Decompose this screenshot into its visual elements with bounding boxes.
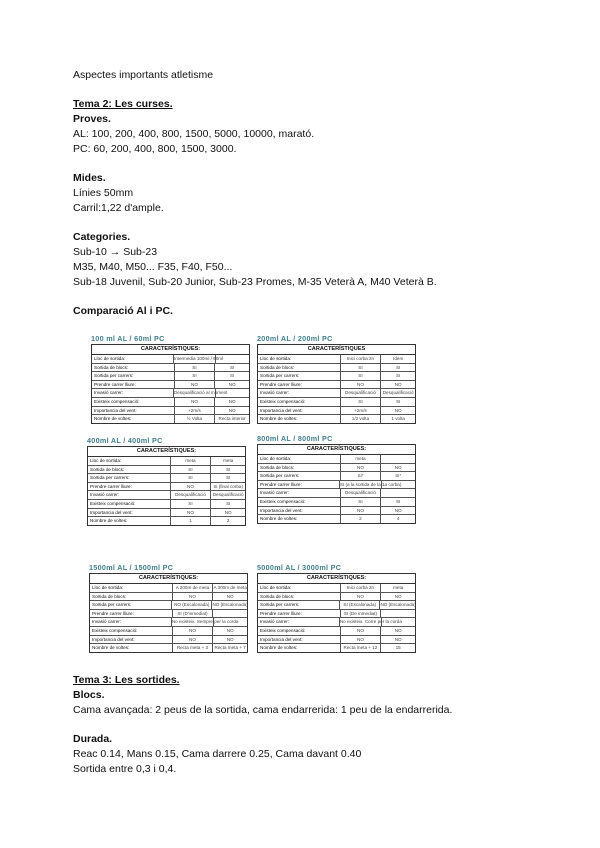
proves-al: AL: 100, 200, 400, 800, 1500, 5000, 10000, marató. bbox=[73, 128, 315, 140]
row-label: Invasió carrer: bbox=[258, 489, 341, 497]
row-label: Sortida de blocs: bbox=[258, 464, 341, 472]
row-label: Existeix compensació: bbox=[258, 398, 341, 406]
panel-title: 100 ml AL / 60ml PC bbox=[91, 334, 165, 343]
table-row bbox=[258, 627, 415, 636]
row-value: NO bbox=[171, 509, 212, 517]
row-value: No existeix. Corre per la corda bbox=[339, 619, 402, 625]
row-value: SI bbox=[396, 398, 401, 404]
row-value bbox=[216, 389, 249, 397]
row-value: SI bbox=[175, 372, 216, 380]
row-value: Inici corba 2n bbox=[341, 355, 382, 363]
row-label: Prendre carrer lliure: bbox=[258, 610, 341, 618]
row-label: Sortida de blocs: bbox=[92, 364, 175, 372]
row-label: Nombre de voltes: bbox=[92, 415, 175, 423]
row-label: Sortida de blocs: bbox=[258, 364, 341, 372]
table-row bbox=[92, 407, 249, 416]
row-value: 4 bbox=[396, 516, 400, 522]
row-label: Lloc de sortida: bbox=[258, 355, 341, 363]
table-row bbox=[258, 498, 415, 507]
table-row bbox=[258, 610, 415, 619]
row-value: SI (Escalonada) bbox=[340, 601, 380, 609]
table-row bbox=[92, 364, 249, 373]
table-row bbox=[88, 474, 245, 483]
table-row bbox=[90, 584, 247, 593]
row-value: SI bbox=[226, 475, 231, 481]
row-value: Desqualificació bbox=[382, 390, 414, 396]
table-row bbox=[258, 407, 415, 416]
table-row bbox=[90, 627, 247, 636]
table-row bbox=[258, 481, 415, 490]
row-value: 1 bbox=[171, 517, 212, 525]
table-row bbox=[88, 466, 245, 475]
row-value: SI (D'inmediat) bbox=[173, 610, 214, 618]
categories-line-3: Sub-18 Juvenil, Sub-20 Junior, Sub-23 Promes, M-35 Veterà A, M40 Veterà B. bbox=[73, 276, 437, 288]
table-row bbox=[92, 389, 249, 398]
row-label: Importancia del vent: bbox=[258, 636, 341, 644]
row-value: NO bbox=[171, 483, 212, 491]
table-header: CARACTERÍSTIQUES: bbox=[258, 574, 415, 584]
row-value: SI bbox=[171, 466, 212, 474]
row-label: Existeix compensació: bbox=[88, 500, 171, 508]
durada-line-2: Sortida entre 0,3 i 0,4. bbox=[73, 763, 177, 775]
panel-1500 bbox=[89, 562, 248, 653]
characteristics-table bbox=[87, 446, 246, 526]
table-row bbox=[92, 398, 249, 407]
row-label: Prendre carrer lliure: bbox=[90, 610, 173, 618]
row-value: NO bbox=[228, 398, 236, 404]
table-row bbox=[88, 509, 245, 518]
row-label: Invasió carrer: bbox=[90, 618, 172, 626]
row-label: Nombre de voltes: bbox=[258, 644, 341, 652]
document-body-tema3 bbox=[73, 673, 553, 777]
row-value: Recta meta + 3 bbox=[173, 644, 214, 652]
panel-400 bbox=[87, 435, 246, 526]
row-label: Prendre carrer lliure: bbox=[258, 381, 341, 389]
row-value: NO bbox=[175, 381, 216, 389]
row-value: 2 bbox=[341, 515, 382, 523]
row-value: SI bbox=[171, 474, 212, 482]
row-value: +2m/s bbox=[341, 407, 382, 415]
row-label: Existeix compensació: bbox=[258, 627, 341, 635]
row-value: +2m/s bbox=[175, 407, 216, 415]
row-value bbox=[381, 489, 415, 497]
durada-heading: Durada. bbox=[73, 733, 113, 745]
row-label: Nombre de voltes: bbox=[258, 515, 341, 523]
row-value: 1/2 volta bbox=[341, 415, 382, 423]
row-label: Prendre carrer lliure: bbox=[88, 483, 171, 491]
row-value: SI bbox=[396, 373, 401, 379]
table-row bbox=[258, 618, 415, 627]
row-value: SI bbox=[341, 364, 382, 372]
row-value: Desqualificació al moment bbox=[173, 390, 228, 396]
row-value: Si* bbox=[395, 473, 402, 479]
table-row bbox=[258, 593, 415, 602]
row-value: meta bbox=[223, 458, 234, 463]
table-row bbox=[258, 355, 415, 364]
row-value: Si (final corba) bbox=[213, 483, 243, 489]
table-row bbox=[92, 372, 249, 381]
mides-heading: Mides. bbox=[73, 172, 106, 184]
table-header: CARACTERÍSTIQUES: bbox=[258, 445, 415, 455]
row-value: NO (Escalonada) bbox=[212, 602, 248, 608]
row-value: Idem bbox=[393, 356, 404, 361]
row-label: Importancia del vent: bbox=[92, 407, 175, 415]
table-row bbox=[90, 610, 247, 619]
table-row bbox=[258, 372, 415, 381]
row-value: SI bbox=[341, 498, 382, 506]
row-value: 15 bbox=[395, 645, 401, 651]
table-row bbox=[258, 507, 415, 516]
table-row bbox=[90, 618, 247, 627]
document-title: Aspectes importants atletisme bbox=[73, 69, 214, 81]
row-value: NO (Escalonada) bbox=[172, 601, 212, 609]
comparacio-heading: Comparació Al i PC. bbox=[73, 305, 173, 317]
row-value: 2 bbox=[226, 518, 230, 524]
panel-title: 1500ml AL / 1500ml PC bbox=[89, 563, 174, 572]
table-row bbox=[88, 517, 245, 525]
row-label: Prendre carrer lliure: bbox=[258, 481, 340, 489]
row-value: NO bbox=[394, 593, 402, 599]
row-label: Sortida per carrers: bbox=[92, 372, 175, 380]
proves-heading: Proves. bbox=[73, 113, 111, 125]
row-label: Sortida per carrers: bbox=[258, 472, 341, 480]
row-value: SI bbox=[341, 372, 382, 380]
row-value: Desqualificació bbox=[341, 489, 382, 497]
row-value bbox=[381, 455, 415, 463]
table-row bbox=[90, 644, 247, 652]
table-row bbox=[258, 644, 415, 652]
row-value: SI (a la sortida de la 1a corba) bbox=[339, 481, 402, 487]
table-row bbox=[258, 489, 415, 498]
row-value: NO bbox=[228, 407, 236, 413]
characteristics-table bbox=[257, 344, 416, 424]
table-row bbox=[258, 464, 415, 473]
table-header: CARACTERÍSTIQUES bbox=[258, 345, 415, 355]
row-value: No existeix. Sempre per la corda bbox=[171, 619, 239, 625]
characteristics-table bbox=[257, 573, 416, 653]
row-label: Existeix compensació: bbox=[90, 627, 173, 635]
row-value: SI bbox=[226, 500, 231, 506]
table-row bbox=[258, 584, 415, 593]
characteristics-table bbox=[257, 444, 416, 524]
table-header: CARACTERÍSTIQUES: bbox=[90, 574, 247, 584]
table-row bbox=[92, 355, 249, 364]
row-value: NO bbox=[173, 593, 214, 601]
row-value: NO bbox=[341, 627, 382, 635]
row-value: Inici corba 2n bbox=[341, 584, 382, 592]
row-value: Intermedia 100ml / 60ml bbox=[173, 356, 224, 361]
row-value: SI bbox=[226, 466, 231, 472]
table-row bbox=[88, 457, 245, 466]
row-value: NO bbox=[394, 407, 402, 413]
table-row bbox=[258, 398, 415, 407]
row-value: Recta meta + 7 bbox=[214, 645, 246, 651]
row-label: Invasió carrer: bbox=[258, 618, 340, 626]
row-label: Nombre de voltes: bbox=[258, 415, 341, 423]
row-label: Invasió carrer: bbox=[88, 491, 171, 499]
row-value bbox=[382, 481, 415, 489]
row-value: NO bbox=[224, 509, 232, 515]
row-value: Si* bbox=[341, 472, 382, 480]
row-value: SI bbox=[171, 500, 212, 508]
panel-100 bbox=[91, 333, 250, 424]
row-value: A 300m de meta bbox=[213, 585, 247, 590]
row-value: Desqualificació bbox=[171, 491, 212, 499]
table-row bbox=[88, 500, 245, 509]
categories-line-2: M35, M40, M50... F35, F40, F50... bbox=[73, 261, 233, 273]
tema3-heading: Tema 3: Les sortides. bbox=[73, 674, 180, 686]
row-value: meta bbox=[171, 457, 212, 465]
row-label: Prendre carrer lliure: bbox=[92, 381, 175, 389]
row-value: NO (Escalonada) bbox=[380, 602, 416, 608]
table-header: CARACTERÍSTIQUES: bbox=[88, 447, 245, 457]
characteristics-table bbox=[91, 344, 250, 424]
row-label: Sortida per carrers: bbox=[88, 474, 171, 482]
table-row bbox=[258, 389, 415, 398]
table-row bbox=[258, 381, 415, 390]
row-value: SI bbox=[396, 498, 401, 504]
table-row bbox=[258, 515, 415, 523]
row-label: Invasió carrer: bbox=[92, 389, 174, 397]
mides-linies: Línies 50mm bbox=[73, 187, 134, 199]
row-value: Recta interior bbox=[218, 416, 246, 422]
row-value: NO bbox=[341, 507, 382, 515]
row-label: Importancia del vent: bbox=[90, 636, 173, 644]
row-label: Invasió carrer: bbox=[258, 389, 341, 397]
table-header: CARACTERÍSTIQUES: bbox=[92, 345, 249, 355]
row-value: Recta meta + 12 bbox=[341, 644, 382, 652]
row-value: NO bbox=[394, 627, 402, 633]
table-row bbox=[258, 455, 415, 464]
row-value: NO bbox=[226, 627, 234, 633]
row-label: Lloc de sortida: bbox=[258, 455, 341, 463]
row-label: Sortida per carrers: bbox=[258, 372, 341, 380]
row-label: Importancia del vent: bbox=[258, 407, 341, 415]
row-value bbox=[214, 618, 247, 626]
row-value: NO bbox=[173, 627, 214, 635]
row-value bbox=[381, 610, 415, 618]
row-value: SI bbox=[175, 364, 216, 372]
table-row bbox=[258, 472, 415, 481]
panel-title: 400ml AL / 400ml PC bbox=[87, 436, 163, 445]
categories-heading: Categories. bbox=[73, 231, 131, 243]
row-value: SI bbox=[396, 364, 401, 370]
row-label: Sortida per carrers: bbox=[258, 601, 340, 609]
row-value: NO bbox=[226, 636, 234, 642]
row-label: Sortida per carrers: bbox=[90, 601, 172, 609]
row-value: ½ Volta bbox=[175, 415, 216, 423]
panel-800 bbox=[257, 433, 416, 524]
table-row bbox=[258, 364, 415, 373]
row-value: NO bbox=[226, 593, 234, 599]
table-row bbox=[258, 415, 415, 423]
row-value: SI bbox=[341, 398, 382, 406]
row-value: SI bbox=[230, 373, 235, 379]
row-value: NO bbox=[228, 381, 236, 387]
row-value: NO bbox=[394, 636, 402, 642]
row-value: NO bbox=[341, 593, 382, 601]
row-label: Lloc de sortida: bbox=[258, 584, 341, 592]
row-value: meta bbox=[341, 455, 382, 463]
panel-title: 200ml AL / 200ml PC bbox=[257, 334, 333, 343]
table-row bbox=[90, 593, 247, 602]
panel-title: 800ml AL / 800ml PC bbox=[257, 434, 333, 443]
row-value: NO bbox=[341, 464, 382, 472]
categories-line-1: Sub-10 → Sub-23 bbox=[73, 246, 158, 258]
blocs-text: Cama avançada: 2 peus de la sortida, cama endarrerida: 1 peu de la endarrerida. bbox=[73, 704, 453, 716]
table-row bbox=[258, 636, 415, 645]
row-label: Importancia del vent: bbox=[258, 507, 341, 515]
blocs-heading: Blocs. bbox=[73, 689, 105, 701]
table-row bbox=[92, 415, 249, 423]
proves-pc: PC: 60, 200, 400, 800, 1500, 3000. bbox=[73, 143, 237, 155]
document-body bbox=[73, 68, 553, 319]
row-value bbox=[216, 355, 249, 363]
row-value: NO bbox=[341, 381, 382, 389]
tema2-heading: Tema 2: Les curses. bbox=[73, 98, 173, 110]
row-value: Desqualificació bbox=[341, 389, 382, 397]
row-label: Lloc de sortida: bbox=[88, 457, 171, 465]
row-value: NO bbox=[341, 636, 382, 644]
row-label: Sortida de blocs: bbox=[88, 466, 171, 474]
row-label: Importancia del vent: bbox=[88, 509, 171, 517]
row-value: NO bbox=[173, 636, 214, 644]
table-row bbox=[92, 381, 249, 390]
mides-carril: Carril:1,22 d'ample. bbox=[73, 202, 164, 214]
panel-title: 5000ml AL / 3000ml PC bbox=[257, 563, 342, 572]
row-label: Existeix compensació: bbox=[258, 498, 341, 506]
table-row bbox=[258, 601, 415, 610]
row-value bbox=[382, 618, 415, 626]
row-label: Sortida de blocs: bbox=[258, 593, 341, 601]
row-value: SI bbox=[230, 364, 235, 370]
row-value: NO bbox=[394, 464, 402, 470]
row-value: NO bbox=[394, 381, 402, 387]
characteristics-table bbox=[89, 573, 248, 653]
row-value: NO bbox=[394, 507, 402, 513]
durada-line-1: Reac 0.14, Mans 0.15, Cama darrere 0.25, Cama davant 0.40 bbox=[73, 748, 362, 760]
row-label: Lloc de sortida: bbox=[92, 355, 174, 363]
row-label: Existeix compensació: bbox=[92, 398, 175, 406]
row-value: Desqualificació bbox=[212, 492, 244, 498]
row-value: A 200m de meta bbox=[173, 584, 214, 592]
table-row bbox=[88, 483, 245, 492]
row-value: meta bbox=[393, 585, 404, 590]
table-row bbox=[90, 601, 247, 610]
row-label: Lloc de sortida: bbox=[90, 584, 173, 592]
table-row bbox=[88, 491, 245, 500]
row-value: SI (De inmediat) bbox=[341, 610, 382, 618]
row-label: Nombre de voltes: bbox=[88, 517, 171, 525]
panel-5000 bbox=[257, 562, 416, 653]
row-label: Sortida de blocs: bbox=[90, 593, 173, 601]
row-value bbox=[213, 610, 247, 618]
panel-200 bbox=[257, 333, 416, 424]
row-label: Nombre de voltes: bbox=[90, 644, 173, 652]
row-value: NO bbox=[175, 398, 216, 406]
row-value: 1 volta bbox=[391, 416, 405, 422]
table-row bbox=[90, 636, 247, 645]
